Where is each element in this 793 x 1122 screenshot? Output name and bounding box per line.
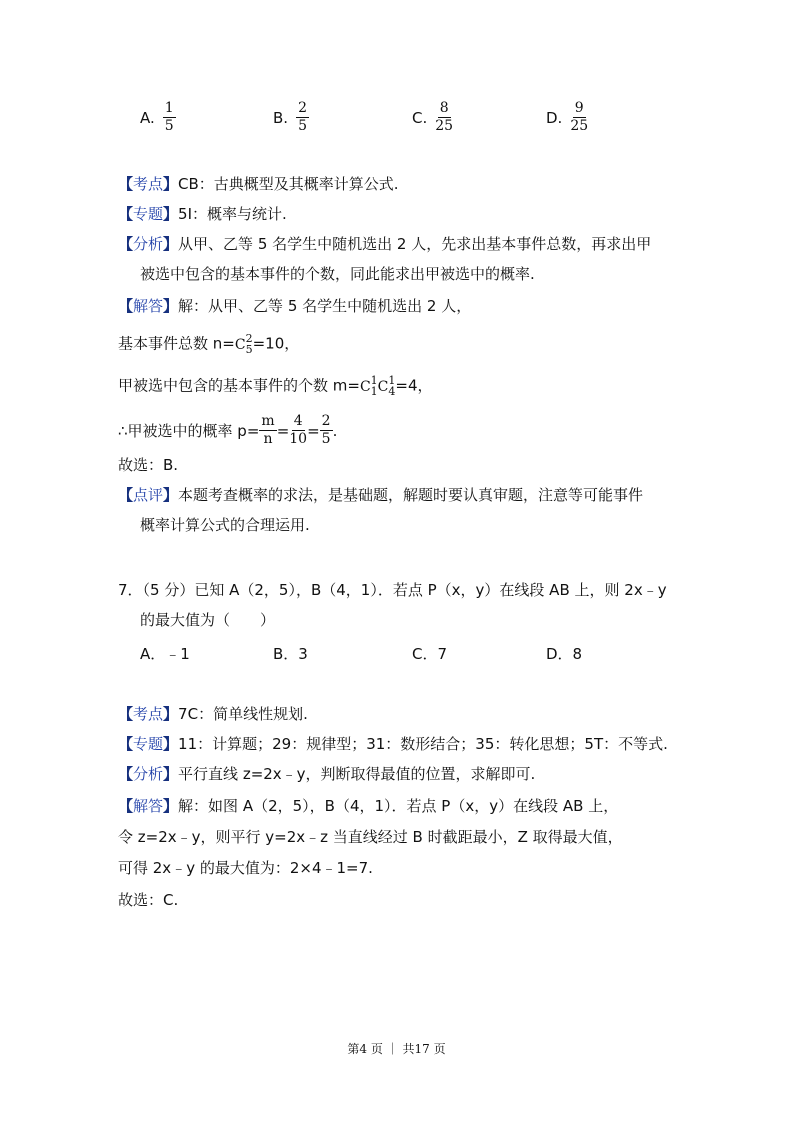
q6-line-m: 甲被选中包含的基本事件的个数 m=C 1 1 C 1 4 =4，	[118, 374, 433, 398]
q7-kaodian	[118, 704, 308, 724]
numerator: 8	[439, 100, 449, 116]
q6-dianping-cont: 概率计算公式的合理运用.	[140, 516, 310, 534]
label-zhuanti: 【专题】	[118, 205, 179, 223]
text: 7C：简单线性规划.	[178, 705, 308, 723]
label-kaodian: 【考点】	[118, 705, 179, 723]
q6-option-c	[412, 100, 453, 135]
numerator: 2	[298, 100, 307, 116]
q7-fenxi	[118, 764, 535, 784]
label-fenxi: 【分析】	[118, 235, 179, 253]
label-kaodian: 【考点】	[118, 175, 179, 193]
numerator: 9	[574, 100, 584, 116]
q6-dianping	[118, 485, 643, 505]
q7-option-c: C．7	[412, 645, 448, 663]
label-fenxi: 【分析】	[118, 765, 179, 783]
q7-stem: 7．（5 分）已知 A（2，5），B（4，1）．若点 P（x，y）在线段 AB 上，则 2x﹣y	[118, 581, 667, 599]
q6-jieda	[118, 296, 471, 316]
q6-option-b	[273, 100, 309, 135]
q6-line-n: 基本事件总数 n=C 2 5 =10，	[118, 332, 300, 356]
denominator: 25	[435, 118, 454, 134]
text: CB：古典概型及其概率计算公式.	[178, 175, 399, 193]
q6-fenxi-cont: 被选中包含的基本事件的个数，同此能求出甲被选中的概率.	[140, 265, 535, 283]
q6-line-p: ∴甲被选中的概率 p= $\frac{m}{n}$ = $\frac{4}{10}$ = $\frac{2}{5}$ .	[118, 413, 338, 447]
option-letter: D.	[546, 108, 563, 127]
label-dianping: 【点评】	[118, 486, 179, 504]
q7-option-b: B．3	[273, 645, 308, 663]
fraction	[570, 100, 588, 135]
text: 本题考查概率的求法，是基础题，解题时要认真审题，注意等可能事件	[178, 486, 644, 504]
fraction	[163, 100, 176, 135]
denominator: 25	[570, 118, 589, 134]
text: 5I：概率与统计.	[178, 205, 287, 223]
q7-jieda-line2: 令 z=2x﹣y，则平行 y=2x﹣z 当直线经过 B 时截距最小，Z 取得最大值，	[118, 828, 623, 846]
text: 平行直线 z=2x﹣y，判断取得最值的位置，求解即可.	[178, 765, 536, 783]
q6-option-d	[546, 100, 588, 135]
q7-stem-cont: 的最大值为（ ）	[140, 611, 276, 629]
fraction	[435, 100, 453, 135]
denominator: 5	[298, 118, 307, 134]
page-footer: 第4 页 ｜ 共17 页	[347, 1042, 446, 1056]
q6-zhuanti	[118, 204, 287, 224]
q7-jieda	[118, 796, 618, 816]
label-jieda: 【解答】	[118, 297, 179, 315]
text: 解：从甲、乙等 5 名学生中随机选出 2 人，	[178, 297, 472, 315]
text: 11：计算题；29：规律型；31：数形结合；35：转化思想；5T：不等式.	[178, 735, 668, 753]
label-zhuanti: 【专题】	[118, 735, 179, 753]
q6-kaodian	[118, 174, 399, 194]
fraction	[296, 100, 309, 135]
q6-option-a	[140, 100, 176, 135]
q7-answer: 故选：C.	[118, 891, 179, 909]
q7-option-a: A．﹣1	[140, 645, 190, 663]
q7-jieda-line3: 可得 2x﹣y 的最大值为：2×4﹣1=7.	[118, 859, 373, 877]
q6-fenxi	[118, 234, 651, 254]
option-letter: C.	[412, 108, 428, 127]
q7-option-d: D．8	[546, 645, 583, 663]
option-letter: B.	[273, 108, 289, 127]
q6-answer: 故选：B.	[118, 456, 179, 474]
text: 解：如图 A（2，5），B（4，1）．若点 P（x，y）在线段 AB 上，	[178, 797, 619, 815]
text: 从甲、乙等 5 名学生中随机选出 2 人，先求出基本事件总数，再求出甲	[178, 235, 652, 253]
denominator: 5	[164, 118, 174, 134]
option-letter: A.	[140, 108, 155, 127]
label-jieda: 【解答】	[118, 797, 179, 815]
q7-zhuanti	[118, 734, 668, 754]
numerator: 1	[164, 100, 174, 116]
